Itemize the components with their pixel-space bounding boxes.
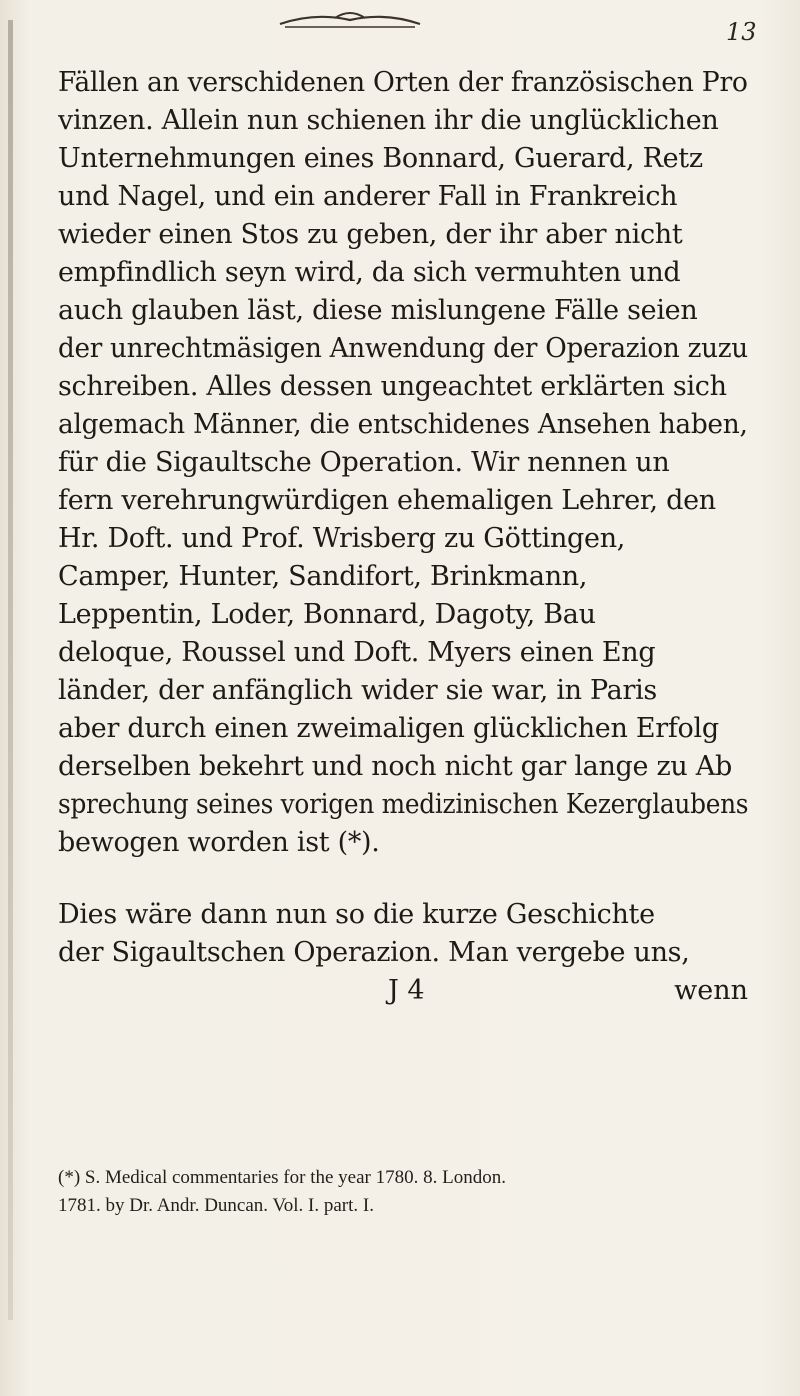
text-line: derselben bekehrt und noch nicht gar lange zu Ab [58, 751, 732, 782]
text-line: Camper, Hunter, Sandifort, Brinkmann, [58, 561, 588, 592]
catch-line [58, 972, 748, 1010]
text-line: Dies wäre dann nun so die kurze Geschichte [58, 899, 655, 930]
text-line: der unrechtmäsigen Anwendung der Operazion zuzu [58, 333, 748, 364]
text-line: wieder einen Stos zu geben, der ihr aber nicht [58, 219, 683, 250]
text-line: länder, der anfänglich wider sie war, in Paris [58, 675, 657, 706]
text-line: der Sigaultschen Operazion. Man vergebe uns, [58, 937, 690, 968]
footnote-line: 1781. by Dr. Andr. Duncan. Vol. I. part. I. [58, 1195, 374, 1216]
text-line: Hr. Doft. und Prof. Wrisberg zu Göttingen, [58, 523, 626, 554]
header-ornament [275, 8, 425, 30]
text-line: schreiben. Alles dessen ungeachtet erklärten sich [58, 371, 727, 402]
text-line: empfindlich seyn wird, da sich vermuhten und [58, 257, 681, 288]
main-text [58, 64, 748, 1010]
text-line: algemach Männer, die entschidenes Ansehen haben, [58, 409, 748, 440]
text-line: bewogen worden ist (*). [58, 827, 380, 858]
signature-mark: J 4 [388, 975, 425, 1006]
page-binding-shadow [8, 20, 13, 1320]
text-line: vinzen. Allein nun schienen ihr die unglücklichen [58, 105, 719, 136]
text-line: Leppentin, Loder, Bonnard, Dagoty, Bau [58, 599, 596, 630]
text-line: sprechung seines vorigen medizinischen Kezerglaubens [58, 789, 749, 820]
page-number: 13 [726, 18, 757, 46]
text-line: für die Sigaultsche Operation. Wir nennen un [58, 447, 670, 478]
footnote [58, 1164, 758, 1220]
text-line: fern verehrungwürdigen ehemaligen Lehrer, den [58, 485, 716, 516]
text-line: aber durch einen zweimaligen glücklichen Erfolg [58, 713, 719, 744]
text-line: und Nagel, und ein anderer Fall in Frankreich [58, 181, 678, 212]
text-line: Unternehmungen eines Bonnard, Guerard, Retz [58, 143, 703, 174]
footnote-line: (*) S. Medical commentaries for the year 1780. 8. London. [58, 1167, 506, 1188]
catchword: wenn [674, 975, 748, 1006]
text-line: auch glauben läst, diese mislungene Fälle seien [58, 295, 698, 326]
text-line: Fällen an verschidenen Orten der französischen Pro [58, 67, 748, 98]
text-line: deloque, Roussel und Doft. Myers einen Eng [58, 637, 656, 668]
